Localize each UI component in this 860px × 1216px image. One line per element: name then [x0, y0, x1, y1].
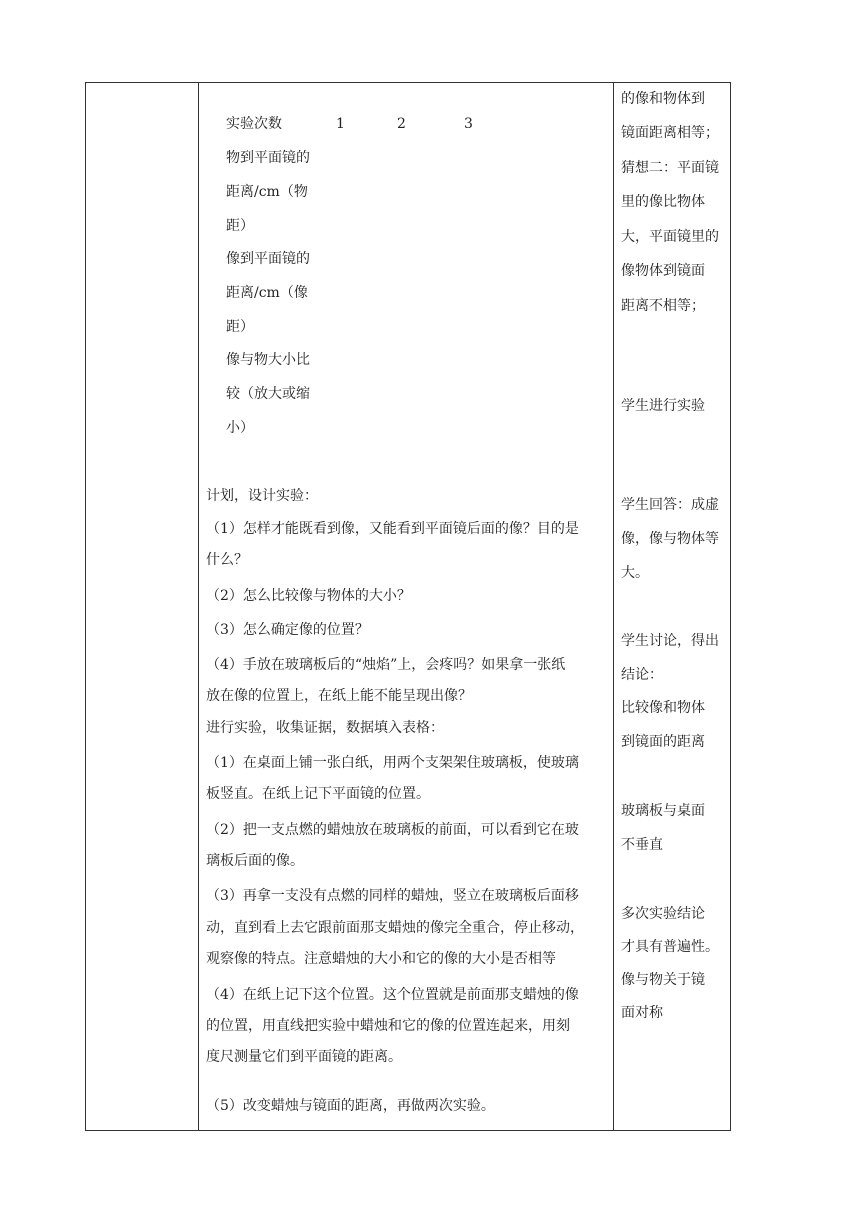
text-line: 放在像的位置上，在纸上能不能呈现出像？	[206, 688, 472, 704]
text-line: 什么？	[206, 552, 248, 568]
note-line: 镜面距离相等；	[621, 125, 719, 141]
right-column	[613, 83, 732, 1130]
note-line: 猜想二：平面镜	[621, 160, 719, 176]
row-label: 小）	[226, 420, 254, 436]
trial-number: 1	[336, 116, 345, 132]
note-line: 多次实验结论	[621, 906, 705, 922]
note-line: 学生进行实验	[621, 398, 705, 414]
note-line: 玻璃板与桌面	[621, 803, 705, 819]
text-line: （5）改变蜡烛与镜面的距离，再做两次实验。	[206, 1098, 495, 1114]
row-label: 较（放大或缩	[226, 386, 310, 402]
text-line: 进行实验，收集证据，数据填入表格：	[206, 720, 444, 736]
note-line: 不垂直	[621, 837, 663, 853]
row-label: 物到平面镜的	[226, 150, 310, 166]
text-line: （4）手放在玻璃板后的“烛焰”上，会疼吗？如果拿一张纸	[206, 657, 566, 673]
note-line: 比较像和物体	[621, 700, 705, 716]
note-line: 到镜面的距离	[621, 734, 705, 750]
row-label: 像与物大小比	[226, 352, 310, 368]
text-line: （1）在桌面上铺一张白纸，用两个支架架住玻璃板，使玻璃	[206, 755, 579, 771]
row-label: 距）	[226, 319, 254, 335]
lesson-table	[85, 82, 731, 1131]
row-label: 距）	[226, 218, 254, 234]
note-line: 才具有普遍性。	[621, 939, 719, 955]
text-line: 观察像的特点。注意蜡烛的大小和它的像的大小是否相等	[206, 951, 556, 967]
middle-column	[198, 83, 613, 1130]
note-line: 面对称	[621, 1005, 663, 1021]
text-line: （2）怎么比较像与物体的大小？	[206, 588, 411, 604]
table-header-label: 实验次数	[226, 116, 282, 132]
note-line: 的像和物体到	[621, 91, 705, 107]
row-label: 像到平面镜的	[226, 251, 310, 267]
text-line: 的位置，用直线把实验中蜡烛和它的像的位置连起来，用刻	[206, 1018, 570, 1034]
note-line: 像，像与物体等	[621, 531, 719, 547]
note-line: 大，平面镜里的	[621, 229, 719, 245]
text-line: （3）怎么确定像的位置？	[206, 622, 369, 638]
text-line: 板竖直。在纸上记下平面镜的位置。	[206, 786, 430, 802]
trial-number: 2	[397, 116, 406, 132]
note-line: 结论：	[621, 667, 663, 683]
text-line: 度尺测量它们到平面镜的距离。	[206, 1049, 402, 1065]
text-line: （2）把一支点燃的蜡烛放在玻璃板的前面，可以看到它在玻	[206, 822, 579, 838]
text-line: 动，直到看上去它跟前面那支蜡烛的像完全重合，停止移动，	[206, 920, 584, 936]
note-line: 学生讨论，得出	[621, 633, 719, 649]
left-column	[86, 83, 198, 1130]
note-line: 大。	[621, 565, 649, 581]
note-line: 像与物关于镜	[621, 972, 705, 988]
row-label: 距离/cm（物	[226, 184, 308, 200]
text-line: 璃板后面的像。	[206, 853, 304, 869]
note-line: 学生回答：成虚	[621, 497, 719, 513]
note-line: 像物体到镜面	[621, 263, 705, 279]
text-line: （4）在纸上记下这个位置。这个位置就是前面那支蜡烛的像	[206, 987, 579, 1003]
text-line: 计划，设计实验：	[206, 488, 318, 504]
text-line: （3）再拿一支没有点燃的同样的蜡烛，竖立在玻璃板后面移	[206, 888, 579, 904]
row-label: 距离/cm（像	[226, 285, 308, 301]
note-line: 距离不相等；	[621, 298, 705, 314]
trial-number: 3	[464, 116, 473, 132]
text-line: （1）怎样才能既看到像，又能看到平面镜后面的像？目的是	[206, 521, 579, 537]
note-line: 里的像比物体	[621, 194, 705, 210]
